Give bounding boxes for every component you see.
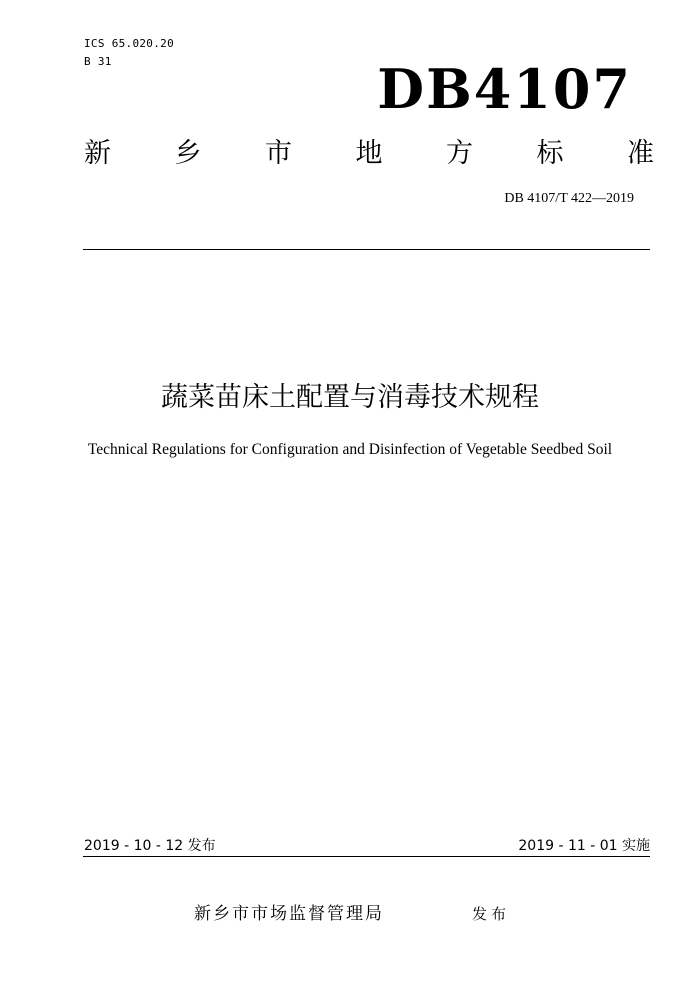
- ccs-code: B 31: [84, 55, 112, 68]
- document-title-chinese: 蔬菜苗床土配置与消毒技术规程: [161, 382, 539, 413]
- standard-type-char: 乡: [174, 138, 202, 169]
- standard-type: [84, 136, 654, 172]
- issue-label: 发布: [472, 905, 511, 923]
- standard-number: DB 4107/T 422—2019: [504, 191, 634, 206]
- issue-date: 2019 - 10 - 12 发布: [84, 838, 216, 854]
- implementation-date: 2019 - 11 - 01 实施: [518, 838, 650, 854]
- standard-type-char: 标: [536, 138, 564, 169]
- standard-type-char: 市: [265, 138, 292, 169]
- document-title-english: Technical Regulations for Configuration and Disinfection of Vegetable Seedbed Soil: [87, 441, 613, 458]
- bottom-divider: [83, 856, 650, 857]
- ics-code: ICS 65.020.20: [84, 37, 174, 50]
- standard-type-char: 地: [355, 138, 383, 169]
- standard-code: DB4107: [377, 57, 632, 121]
- top-divider: [83, 249, 650, 250]
- standard-type-char: 新: [84, 138, 111, 169]
- standard-type-char: 准: [627, 138, 654, 169]
- issuing-authority: 新乡市市场监督管理局: [194, 904, 384, 924]
- standard-type-char: 方: [446, 138, 473, 169]
